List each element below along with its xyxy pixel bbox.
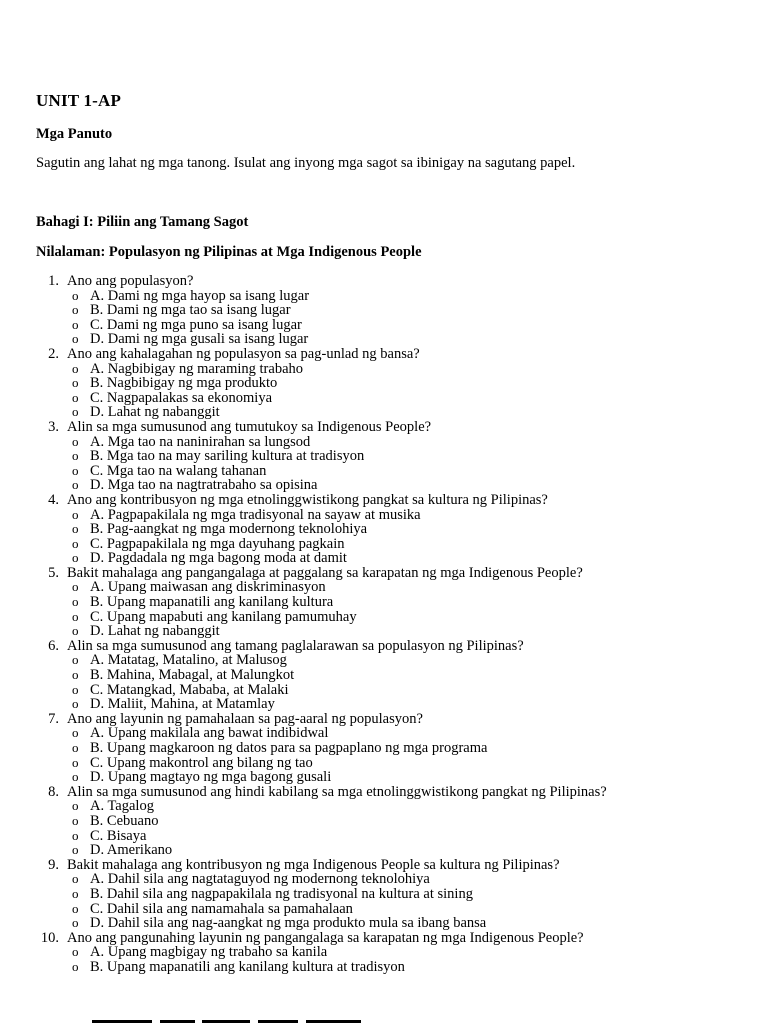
answer-option-text: A. Tagalog bbox=[90, 798, 154, 815]
answer-option bbox=[0, 318, 768, 333]
answer-option bbox=[0, 508, 768, 523]
answer-option-text: D. Upang magtayo ng mga bagong gusali bbox=[90, 769, 332, 786]
answer-option-text: B. Mahina, Mabagal, at Malungkot bbox=[90, 667, 295, 684]
question-number: 6. bbox=[48, 637, 59, 654]
answer-option-text: C. Dami ng mga puno sa isang lugar bbox=[90, 316, 302, 333]
question-item bbox=[0, 566, 768, 581]
question-text: Alin sa mga sumusunod ang tamang paglalarawan sa populasyon ng Pilipinas? bbox=[67, 637, 524, 654]
answer-option bbox=[0, 303, 768, 318]
answer-option bbox=[0, 653, 768, 668]
question-list bbox=[0, 274, 768, 975]
answer-option-text: A. Mga tao na naninirahan sa lungsod bbox=[90, 433, 311, 450]
hollow-circle-bullet-icon: o bbox=[72, 696, 79, 712]
answer-option bbox=[0, 902, 768, 917]
answer-option-text: D. Lahat ng nabanggit bbox=[90, 623, 220, 640]
hollow-circle-bullet-icon: o bbox=[72, 404, 79, 420]
answer-option-text: B. Mga tao na may sariling kultura at tradisyon bbox=[90, 448, 365, 465]
answer-option-text: D. Lahat ng nabanggit bbox=[90, 404, 220, 421]
hollow-circle-bullet-icon: o bbox=[72, 579, 79, 595]
answer-option bbox=[0, 449, 768, 464]
answer-option bbox=[0, 887, 768, 902]
answer-option-text: A. Nagbibigay ng maraming trabaho bbox=[90, 360, 304, 377]
question-text: Ano ang kahalagahan ng populasyon sa pag-unlad ng bansa? bbox=[67, 345, 420, 362]
question-item bbox=[0, 858, 768, 873]
answer-option bbox=[0, 435, 768, 450]
answer-option-text: B. Pag-aangkat ng mga modernong teknolohiya bbox=[90, 521, 368, 538]
answer-option-text: B. Dahil sila ang nagpapakilala ng tradisyonal na kultura at sining bbox=[90, 885, 473, 902]
hollow-circle-bullet-icon: o bbox=[72, 885, 79, 901]
question-item bbox=[0, 347, 768, 362]
answer-option-text: B. Upang magkaroon ng datos para sa pagpaplano ng mga programa bbox=[90, 740, 488, 756]
answer-option bbox=[0, 843, 768, 858]
answer-option bbox=[0, 770, 768, 785]
question-item bbox=[0, 931, 768, 946]
hollow-circle-bullet-icon: o bbox=[72, 389, 79, 405]
answer-option-text: C. Matangkad, Mababa, at Malaki bbox=[90, 681, 289, 698]
answer-option-text: B. Upang mapanatili ang kanilang kultura bbox=[90, 594, 334, 611]
answer-option bbox=[0, 683, 768, 698]
question-item bbox=[0, 420, 768, 435]
hollow-circle-bullet-icon: o bbox=[72, 550, 79, 566]
answer-option-text: D. Dahil sila ang nag-aangkat ng mga produkto mula sa ibang bansa bbox=[90, 915, 487, 932]
answer-option-text: B. Cebuano bbox=[90, 812, 159, 829]
answer-option-text: B. Upang mapanatili ang kanilang kultura at tradisyon bbox=[90, 958, 405, 975]
directions-heading: Mga Panuto bbox=[36, 126, 113, 142]
question-item bbox=[0, 785, 768, 800]
answer-option bbox=[0, 668, 768, 683]
answer-option-text: A. Dami ng mga hayop sa isang lugar bbox=[90, 287, 310, 304]
answer-option-text: A. Pagpapakilala ng mga tradisyonal na sayaw at musika bbox=[90, 506, 421, 523]
answer-option bbox=[0, 580, 768, 595]
question-text: Ano ang layunin ng pamahalaan sa pag-aaral ng populasyon? bbox=[67, 710, 423, 727]
hollow-circle-bullet-icon: o bbox=[72, 740, 79, 755]
answer-option-text: B. Dami ng mga tao sa isang lugar bbox=[90, 302, 291, 319]
question-text: Ano ang kontribusyon ng mga etnolinggwistikong pangkat sa kultura ng Pilipinas? bbox=[67, 491, 548, 508]
answer-option-text: D. Pagdadala ng mga bagong moda at damit bbox=[90, 550, 347, 567]
hollow-circle-bullet-icon: o bbox=[72, 915, 79, 931]
hollow-circle-bullet-icon: o bbox=[72, 652, 79, 668]
question-number: 5. bbox=[48, 564, 59, 581]
question-item bbox=[0, 493, 768, 508]
answer-option-text: A. Dahil sila ang nagtataguyod ng modernong teknolohiya bbox=[90, 871, 430, 888]
answer-option bbox=[0, 610, 768, 625]
unit-title: UNIT 1-AP bbox=[36, 91, 122, 110]
question-item bbox=[0, 639, 768, 654]
answer-option bbox=[0, 741, 768, 756]
question-text: Ano ang pangunahing layunin ng pangangalaga sa karapatan ng mga Indigenous People? bbox=[67, 929, 584, 946]
cut-off-text-line bbox=[70, 1012, 370, 1024]
answer-option-text: C. Upang mapabuti ang kanilang pamumuhay bbox=[90, 608, 357, 625]
hollow-circle-bullet-icon: o bbox=[72, 842, 79, 858]
hollow-circle-bullet-icon: o bbox=[72, 827, 79, 843]
question-number: 2. bbox=[48, 345, 59, 362]
answer-option bbox=[0, 595, 768, 610]
answer-option bbox=[0, 960, 768, 975]
answer-option bbox=[0, 478, 768, 493]
directions-text: Sagutin ang lahat ng mga tanong. Isulat ang inyong mga sagot sa ibinigay na sagutang papel. bbox=[36, 155, 576, 171]
hollow-circle-bullet-icon: o bbox=[72, 302, 79, 318]
hollow-circle-bullet-icon: o bbox=[72, 725, 79, 741]
answer-option bbox=[0, 697, 768, 712]
answer-option-text: A. Upang makilala ang bawat indibidwal bbox=[90, 725, 329, 742]
hollow-circle-bullet-icon: o bbox=[72, 944, 79, 960]
question-number: 8. bbox=[48, 783, 59, 800]
answer-option-text: D. Dami ng mga gusali sa isang lugar bbox=[90, 331, 309, 348]
hollow-circle-bullet-icon: o bbox=[72, 477, 79, 493]
question-text: Ano ang populasyon? bbox=[67, 273, 194, 289]
answer-option bbox=[0, 551, 768, 566]
hollow-circle-bullet-icon: o bbox=[72, 535, 79, 551]
question-number: 7. bbox=[48, 710, 59, 727]
hollow-circle-bullet-icon: o bbox=[72, 331, 79, 347]
part-heading: Bahagi I: Piliin ang Tamang Sagot bbox=[36, 214, 249, 230]
answer-option bbox=[0, 756, 768, 771]
answer-option bbox=[0, 522, 768, 537]
answer-option-text: A. Upang maiwasan ang diskriminasyon bbox=[90, 579, 326, 596]
answer-option-text: A. Matatag, Matalino, at Malusog bbox=[90, 652, 287, 669]
question-number: 1. bbox=[48, 273, 59, 289]
answer-option bbox=[0, 916, 768, 931]
hollow-circle-bullet-icon: o bbox=[72, 754, 79, 770]
answer-option bbox=[0, 872, 768, 887]
question-number: 10. bbox=[40, 929, 59, 946]
answer-option bbox=[0, 391, 768, 406]
answer-option-text: B. Nagbibigay ng mga produkto bbox=[90, 375, 278, 392]
content-heading: Nilalaman: Populasyon ng Pilipinas at Mga Indigenous People bbox=[36, 244, 422, 260]
hollow-circle-bullet-icon: o bbox=[72, 506, 79, 522]
question-number: 3. bbox=[48, 418, 59, 435]
question-item bbox=[0, 712, 768, 727]
answer-option-text: D. Mga tao na nagtratrabaho sa opisina bbox=[90, 477, 318, 494]
answer-option bbox=[0, 829, 768, 844]
hollow-circle-bullet-icon: o bbox=[72, 623, 79, 639]
answer-option bbox=[0, 814, 768, 829]
answer-option-text: C. Nagpapalakas sa ekonomiya bbox=[90, 389, 273, 406]
hollow-circle-bullet-icon: o bbox=[72, 798, 79, 814]
answer-option bbox=[0, 945, 768, 960]
answer-option-text: C. Bisaya bbox=[90, 827, 147, 844]
hollow-circle-bullet-icon: o bbox=[72, 681, 79, 697]
question-text: Bakit mahalaga ang pangangalaga at paggalang sa karapatan ng mga Indigenous People? bbox=[67, 564, 583, 581]
question-text: Bakit mahalaga ang kontribusyon ng mga Indigenous People sa kultura ng Pilipinas? bbox=[67, 856, 560, 873]
answer-option-text: D. Amerikano bbox=[90, 842, 173, 859]
hollow-circle-bullet-icon: o bbox=[72, 958, 79, 974]
question-text: Alin sa mga sumusunod ang tumutukoy sa Indigenous People? bbox=[67, 418, 432, 435]
answer-option-text: D. Maliit, Mahina, at Matamlay bbox=[90, 696, 275, 713]
answer-option bbox=[0, 332, 768, 347]
hollow-circle-bullet-icon: o bbox=[72, 900, 79, 916]
answer-option bbox=[0, 405, 768, 420]
hollow-circle-bullet-icon: o bbox=[72, 594, 79, 610]
answer-option bbox=[0, 376, 768, 391]
answer-option-text: C. Pagpapakilala ng mga dayuhang pagkain bbox=[90, 535, 345, 552]
hollow-circle-bullet-icon: o bbox=[72, 667, 79, 683]
hollow-circle-bullet-icon: o bbox=[72, 375, 79, 391]
answer-option bbox=[0, 799, 768, 814]
answer-option bbox=[0, 537, 768, 552]
answer-option bbox=[0, 289, 768, 304]
hollow-circle-bullet-icon: o bbox=[72, 433, 79, 449]
answer-option bbox=[0, 624, 768, 639]
hollow-circle-bullet-icon: o bbox=[72, 360, 79, 376]
hollow-circle-bullet-icon: o bbox=[72, 769, 79, 785]
question-number: 4. bbox=[48, 491, 59, 508]
answer-option-text: C. Mga tao na walang tahanan bbox=[90, 462, 267, 479]
question-number: 9. bbox=[48, 856, 59, 873]
hollow-circle-bullet-icon: o bbox=[72, 462, 79, 478]
hollow-circle-bullet-icon: o bbox=[72, 871, 79, 887]
answer-option-text: C. Dahil sila ang namamahala sa pamahalaan bbox=[90, 900, 353, 917]
hollow-circle-bullet-icon: o bbox=[72, 608, 79, 624]
answer-option bbox=[0, 464, 768, 479]
hollow-circle-bullet-icon: o bbox=[72, 316, 79, 332]
answer-option bbox=[0, 726, 768, 741]
answer-option bbox=[0, 362, 768, 377]
question-item bbox=[0, 274, 768, 289]
hollow-circle-bullet-icon: o bbox=[72, 448, 79, 464]
hollow-circle-bullet-icon: o bbox=[72, 287, 79, 303]
answer-option-text: C. Upang makontrol ang bilang ng tao bbox=[90, 754, 313, 771]
hollow-circle-bullet-icon: o bbox=[72, 812, 79, 828]
question-text: Alin sa mga sumusunod ang hindi kabilang sa mga etnolinggwistikong pangkat ng Pilipinas? bbox=[67, 783, 607, 800]
answer-option-text: A. Upang magbigay ng trabaho sa kanila bbox=[90, 944, 328, 961]
hollow-circle-bullet-icon: o bbox=[72, 521, 79, 537]
